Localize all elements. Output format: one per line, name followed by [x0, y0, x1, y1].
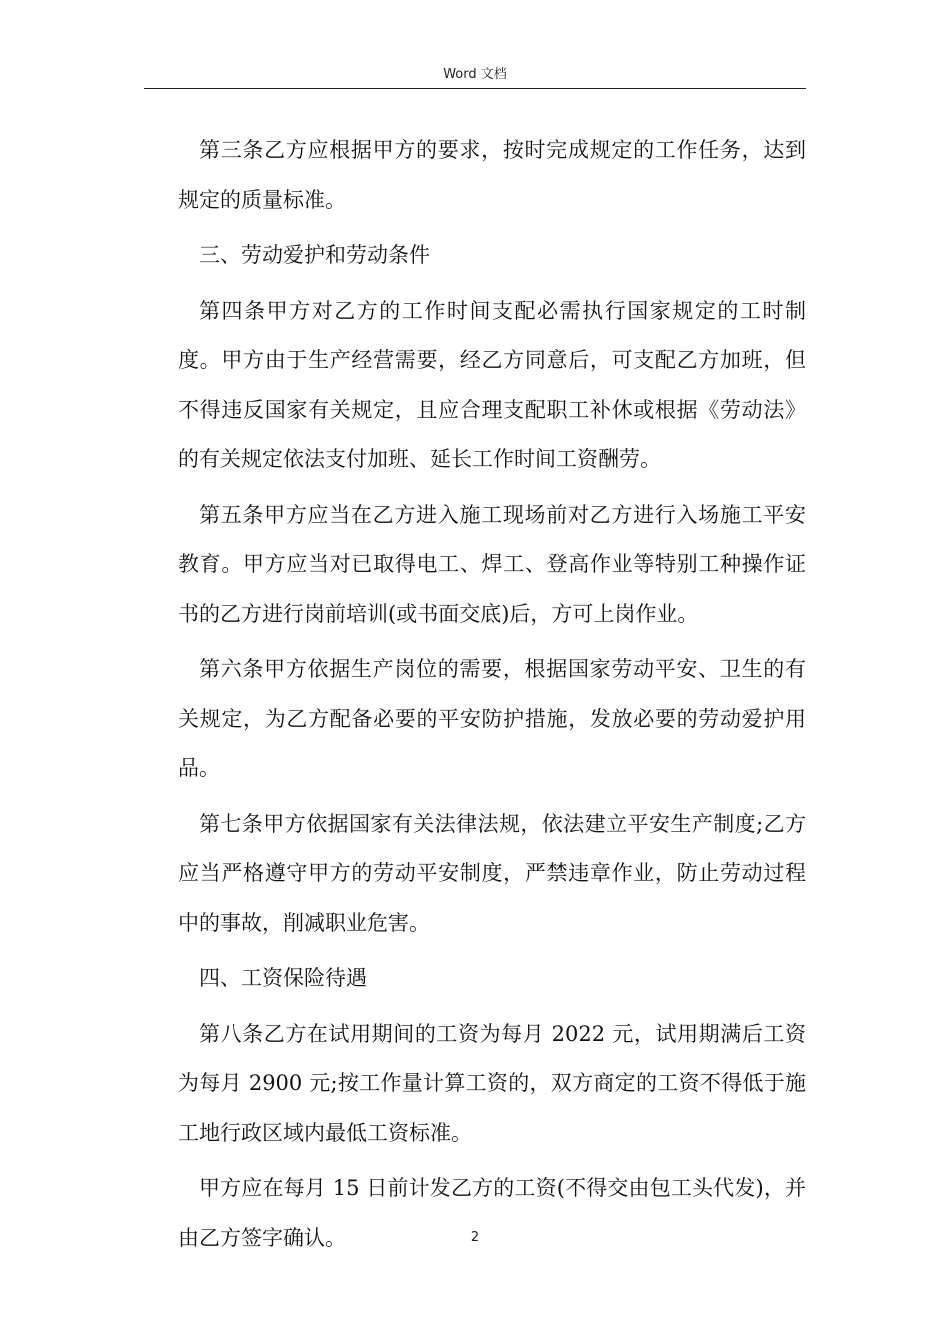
paragraph-article-7: 第七条甲方依据国家有关法律法规，依法建立平安生产制度;乙方应当严格遵守甲方的劳动平安制度，严禁违章作业，防止劳动过程中的事故，削减职业危害。 [178, 811, 806, 935]
paragraph-article-4: 第四条甲方对乙方的工作时间支配必需执行国家规定的工时制度。甲方由于生产经营需要，经乙方同意后，可支配乙方加班，但不得违反国家有关规定，且应合理支配职工补休或根据《劳动法》的有关规定依法支付加班、延长工作时间工资酬劳。 [178, 298, 806, 471]
page-footer [0, 1230, 950, 1245]
paragraph-article-6: 第六条甲方依据生产岗位的需要，根据国家劳动平安、卫生的有关规定，为乙方配备必要的平安防护措施，发放必要的劳动爱护用品。 [178, 657, 806, 780]
section-heading-3: 三、劳动爱护和劳动条件 [199, 243, 430, 267]
document-body [178, 126, 806, 1269]
paragraph-article-5: 第五条甲方应当在乙方进入施工现场前对乙方进行入场施工平安教育。甲方应当对已取得电工、焊工、登高作业等特别工种操作证书的乙方进行岗前培训(或书面交底)后，方可上岗作业。 [178, 502, 806, 626]
paragraph-article-3: 第三条乙方应根据甲方的要求，按时完成规定的工作任务，达到规定的质量标准。 [178, 138, 806, 212]
paragraph-article-8: 第八条乙方在试用期间的工资为每月 2022 元，试用期满后工资为每月 2900 元;按工作量计算工资的，双方商定的工资不得低于施工地行政区域内最低工资标准。 [178, 1021, 806, 1145]
page-header [144, 66, 806, 89]
page-number: 2 [470, 1230, 480, 1245]
section-heading-4: 四、工资保险待遇 [199, 966, 367, 990]
paragraph-payment: 甲方应在每月 15 日前计发乙方的工资(不得交由包工头代发)，并由乙方签字确认。 [178, 1176, 806, 1250]
header-title: Word 文档 [443, 67, 507, 82]
